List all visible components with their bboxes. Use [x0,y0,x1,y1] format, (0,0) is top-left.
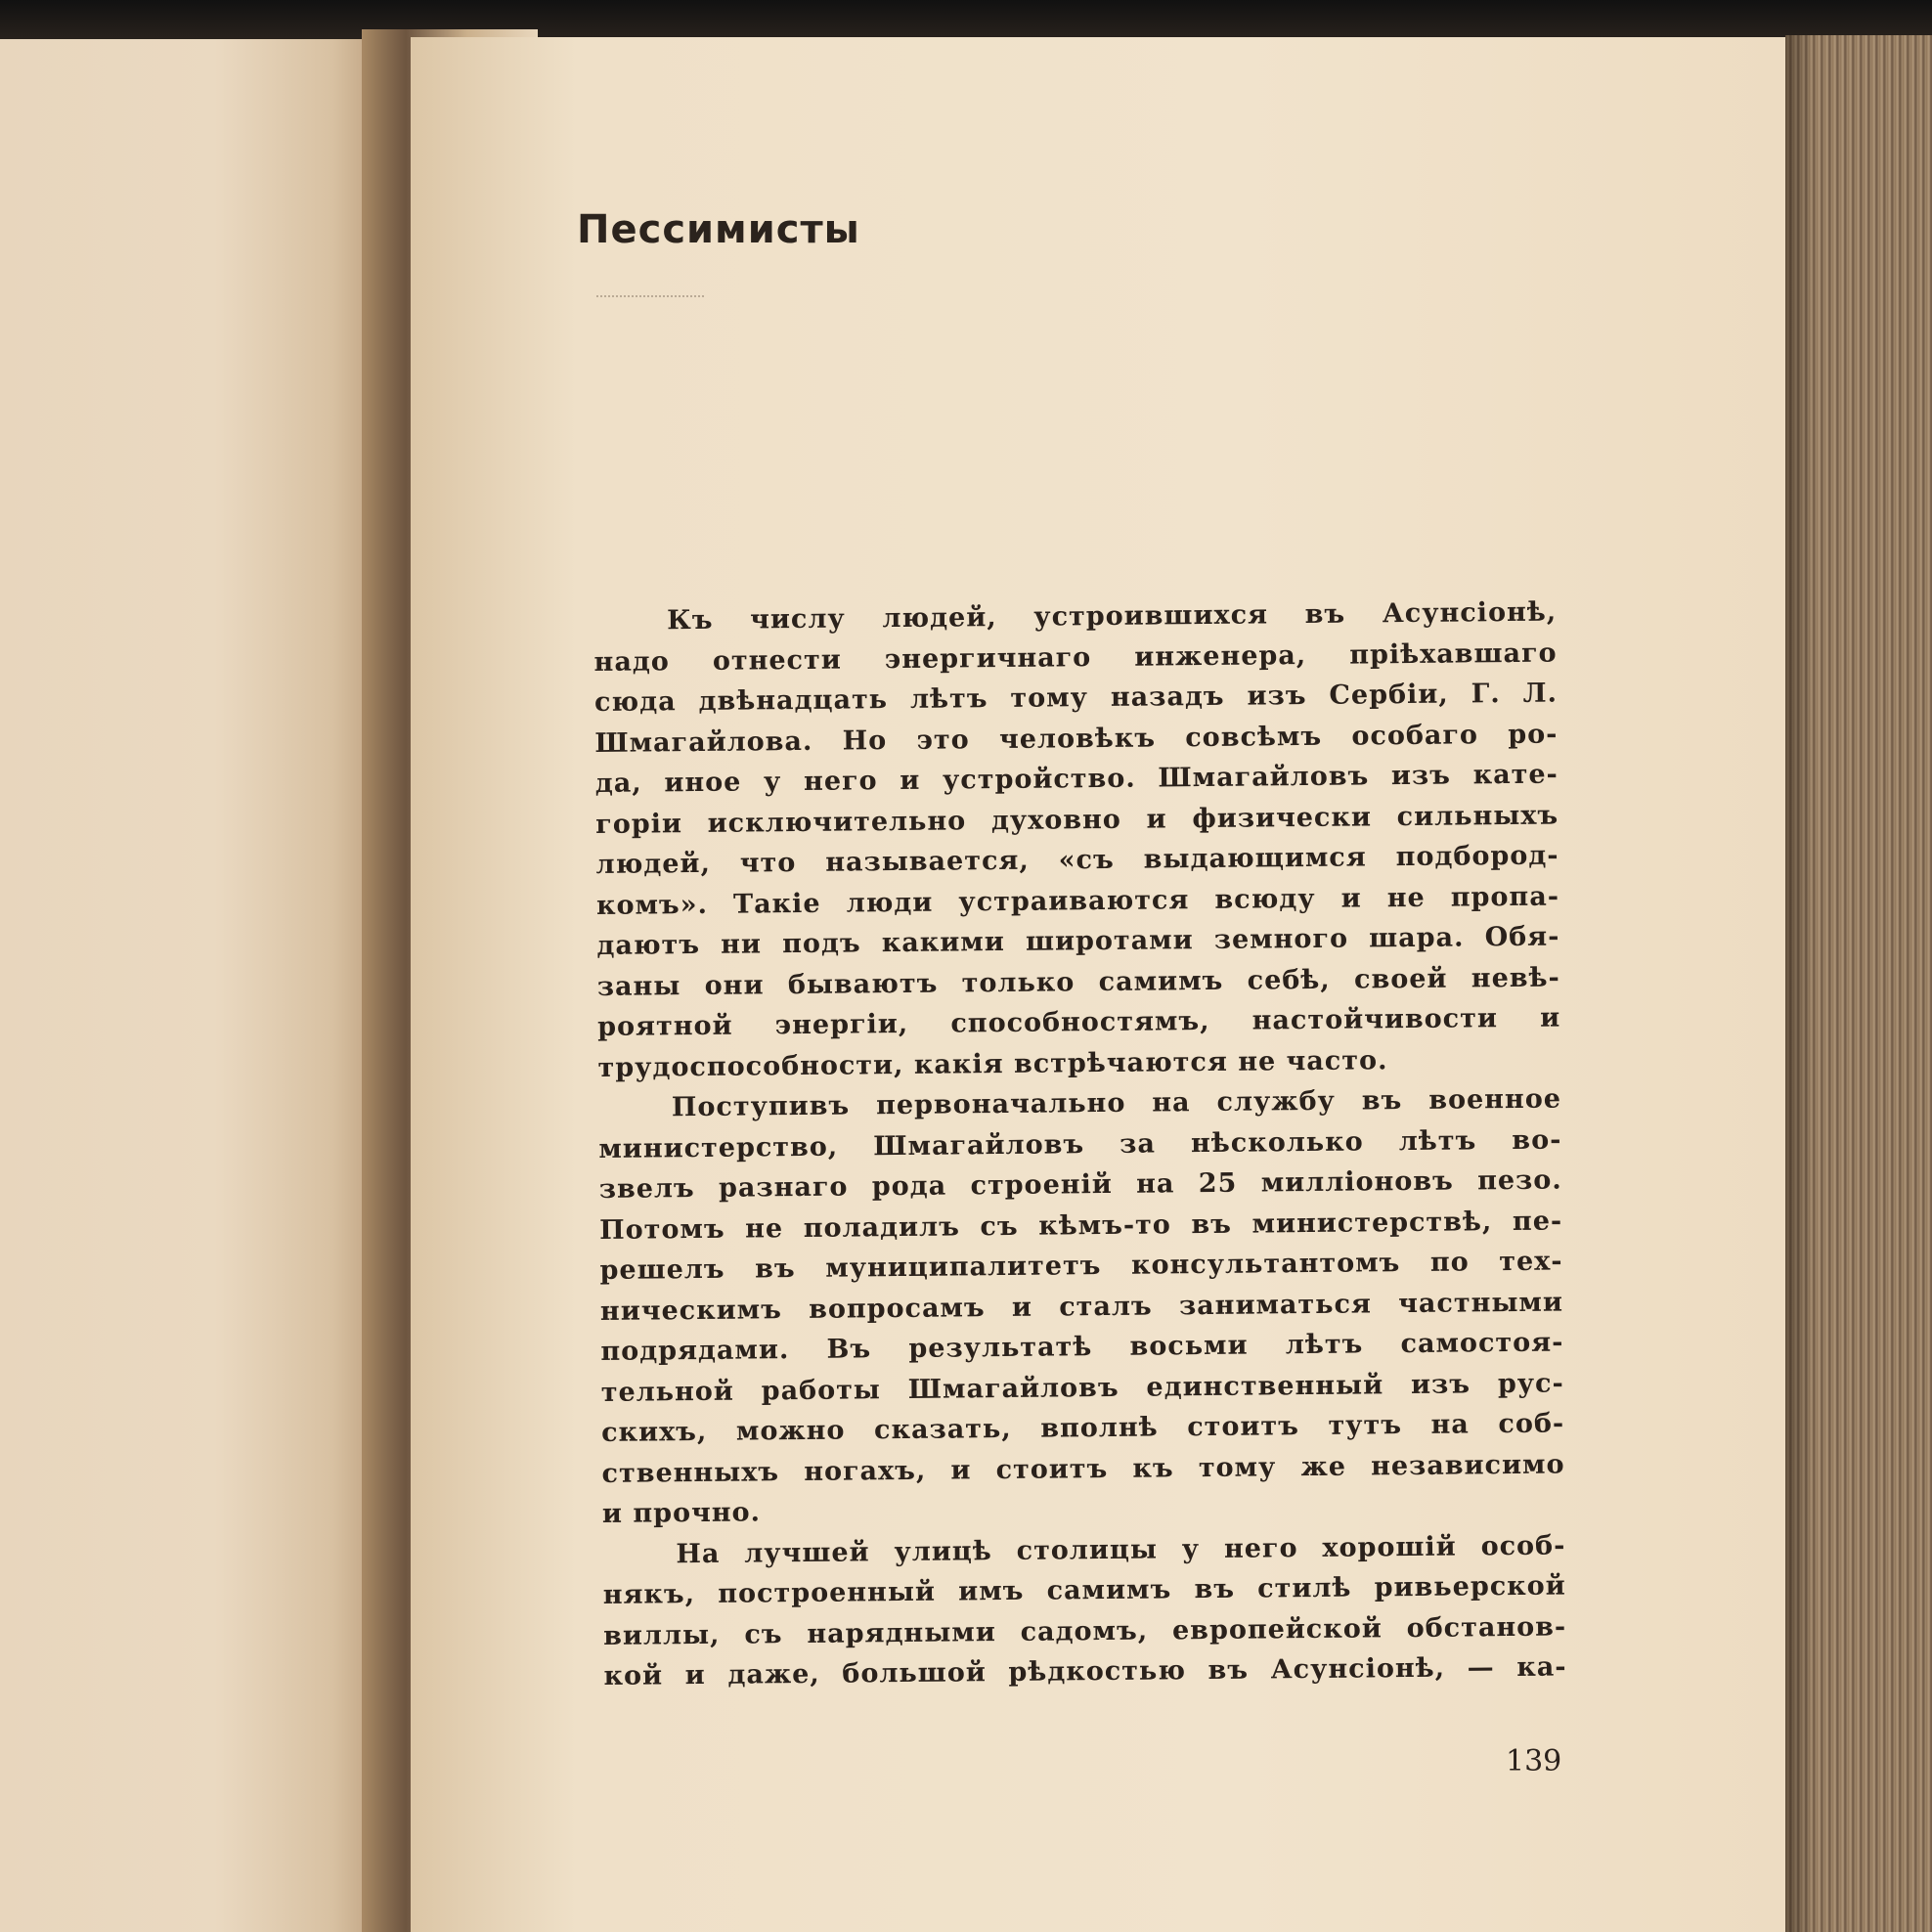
paragraph-line: трудоспособности, какія встрѣчаются не часто. [597,1044,1388,1083]
paragraph-line: надо отнести энергичнаго инженера, пріѣхавшаго [593,637,1558,678]
paragraph-line: да, иное у него и устройство. Шмагайловъ изъ кате- [594,759,1559,799]
left-page [0,39,391,1932]
paragraph-line: решелъ въ муниципалитетъ консультантомъ по тех- [599,1246,1563,1286]
paragraph-line: тельной работы Шмагайловъ единственный изъ рус- [600,1368,1564,1408]
paragraph-line: някъ, построенный имъ самимъ въ стилѣ ривьерской [602,1570,1566,1610]
paragraph-line: кой и даже, большой рѣдкостью въ Асунсіонѣ, — ка- [603,1651,1567,1691]
paragraph-line: звелъ разнаго рода строеній на 25 милліоновъ пезо. [598,1164,1562,1205]
paragraph-line: Потомъ не поладилъ съ кѣмъ-то въ министерствѣ, пе- [599,1206,1563,1246]
paragraph-line: роятной энергіи, способностямъ, настойчивости и [597,1002,1561,1042]
paragraph-line: комъ». Такіе люди устраиваются всюду и не пропа- [595,881,1560,921]
paragraph-line: заны они бываютъ только самимъ себѣ, своей невѣ- [596,962,1560,1002]
paragraph-line: Шмагайлова. Но это человѣкъ совсѣмъ особаго ро- [594,719,1559,759]
paragraph-line: Поступивъ первоначально на службу въ военное [671,1083,1562,1123]
title-divider [596,295,704,297]
paragraph-line: даютъ ни подъ какими широтами земного шара. Обя- [596,921,1560,961]
paragraph-line: скихъ, можно сказать, вполнѣ стоитъ тутъ на соб- [601,1408,1565,1448]
paragraph-line: людей, что называется, «съ выдающимся подбород- [595,840,1559,880]
paragraph-line: министерство, Шмагайловъ за нѣсколько лѣтъ во- [598,1124,1562,1164]
paragraph-line: виллы, съ нарядными садомъ, европейской обстанов- [603,1610,1567,1651]
page-number: 139 [1506,1744,1562,1778]
paragraph-line: горіи исключительно духовно и физически сильныхъ [595,800,1559,840]
paragraph-line: и прочно. [601,1497,762,1529]
paragraph-line: Къ числу людей, устроившихся въ Асунсіонѣ, [667,596,1558,637]
paragraph-line: подрядами. Въ результатѣ восьми лѣтъ самостоя- [600,1327,1564,1367]
page-edges-shadow [1785,35,1815,1932]
paragraph-line: ственныхъ ногахъ, и стоитъ къ тому же независимо [601,1449,1565,1489]
paragraph-line: ническимъ вопросамъ и сталъ заниматься частными [599,1287,1564,1327]
paragraph-line: сюда двѣнадцать лѣтъ тому назадъ изъ Сербіи, Г. Л. [593,678,1559,718]
chapter-title: Пессимисты [577,207,860,252]
right-page-body [593,593,1567,1697]
paragraph-line: На лучшей улицѣ столицы у него хорошій особ- [676,1530,1566,1569]
